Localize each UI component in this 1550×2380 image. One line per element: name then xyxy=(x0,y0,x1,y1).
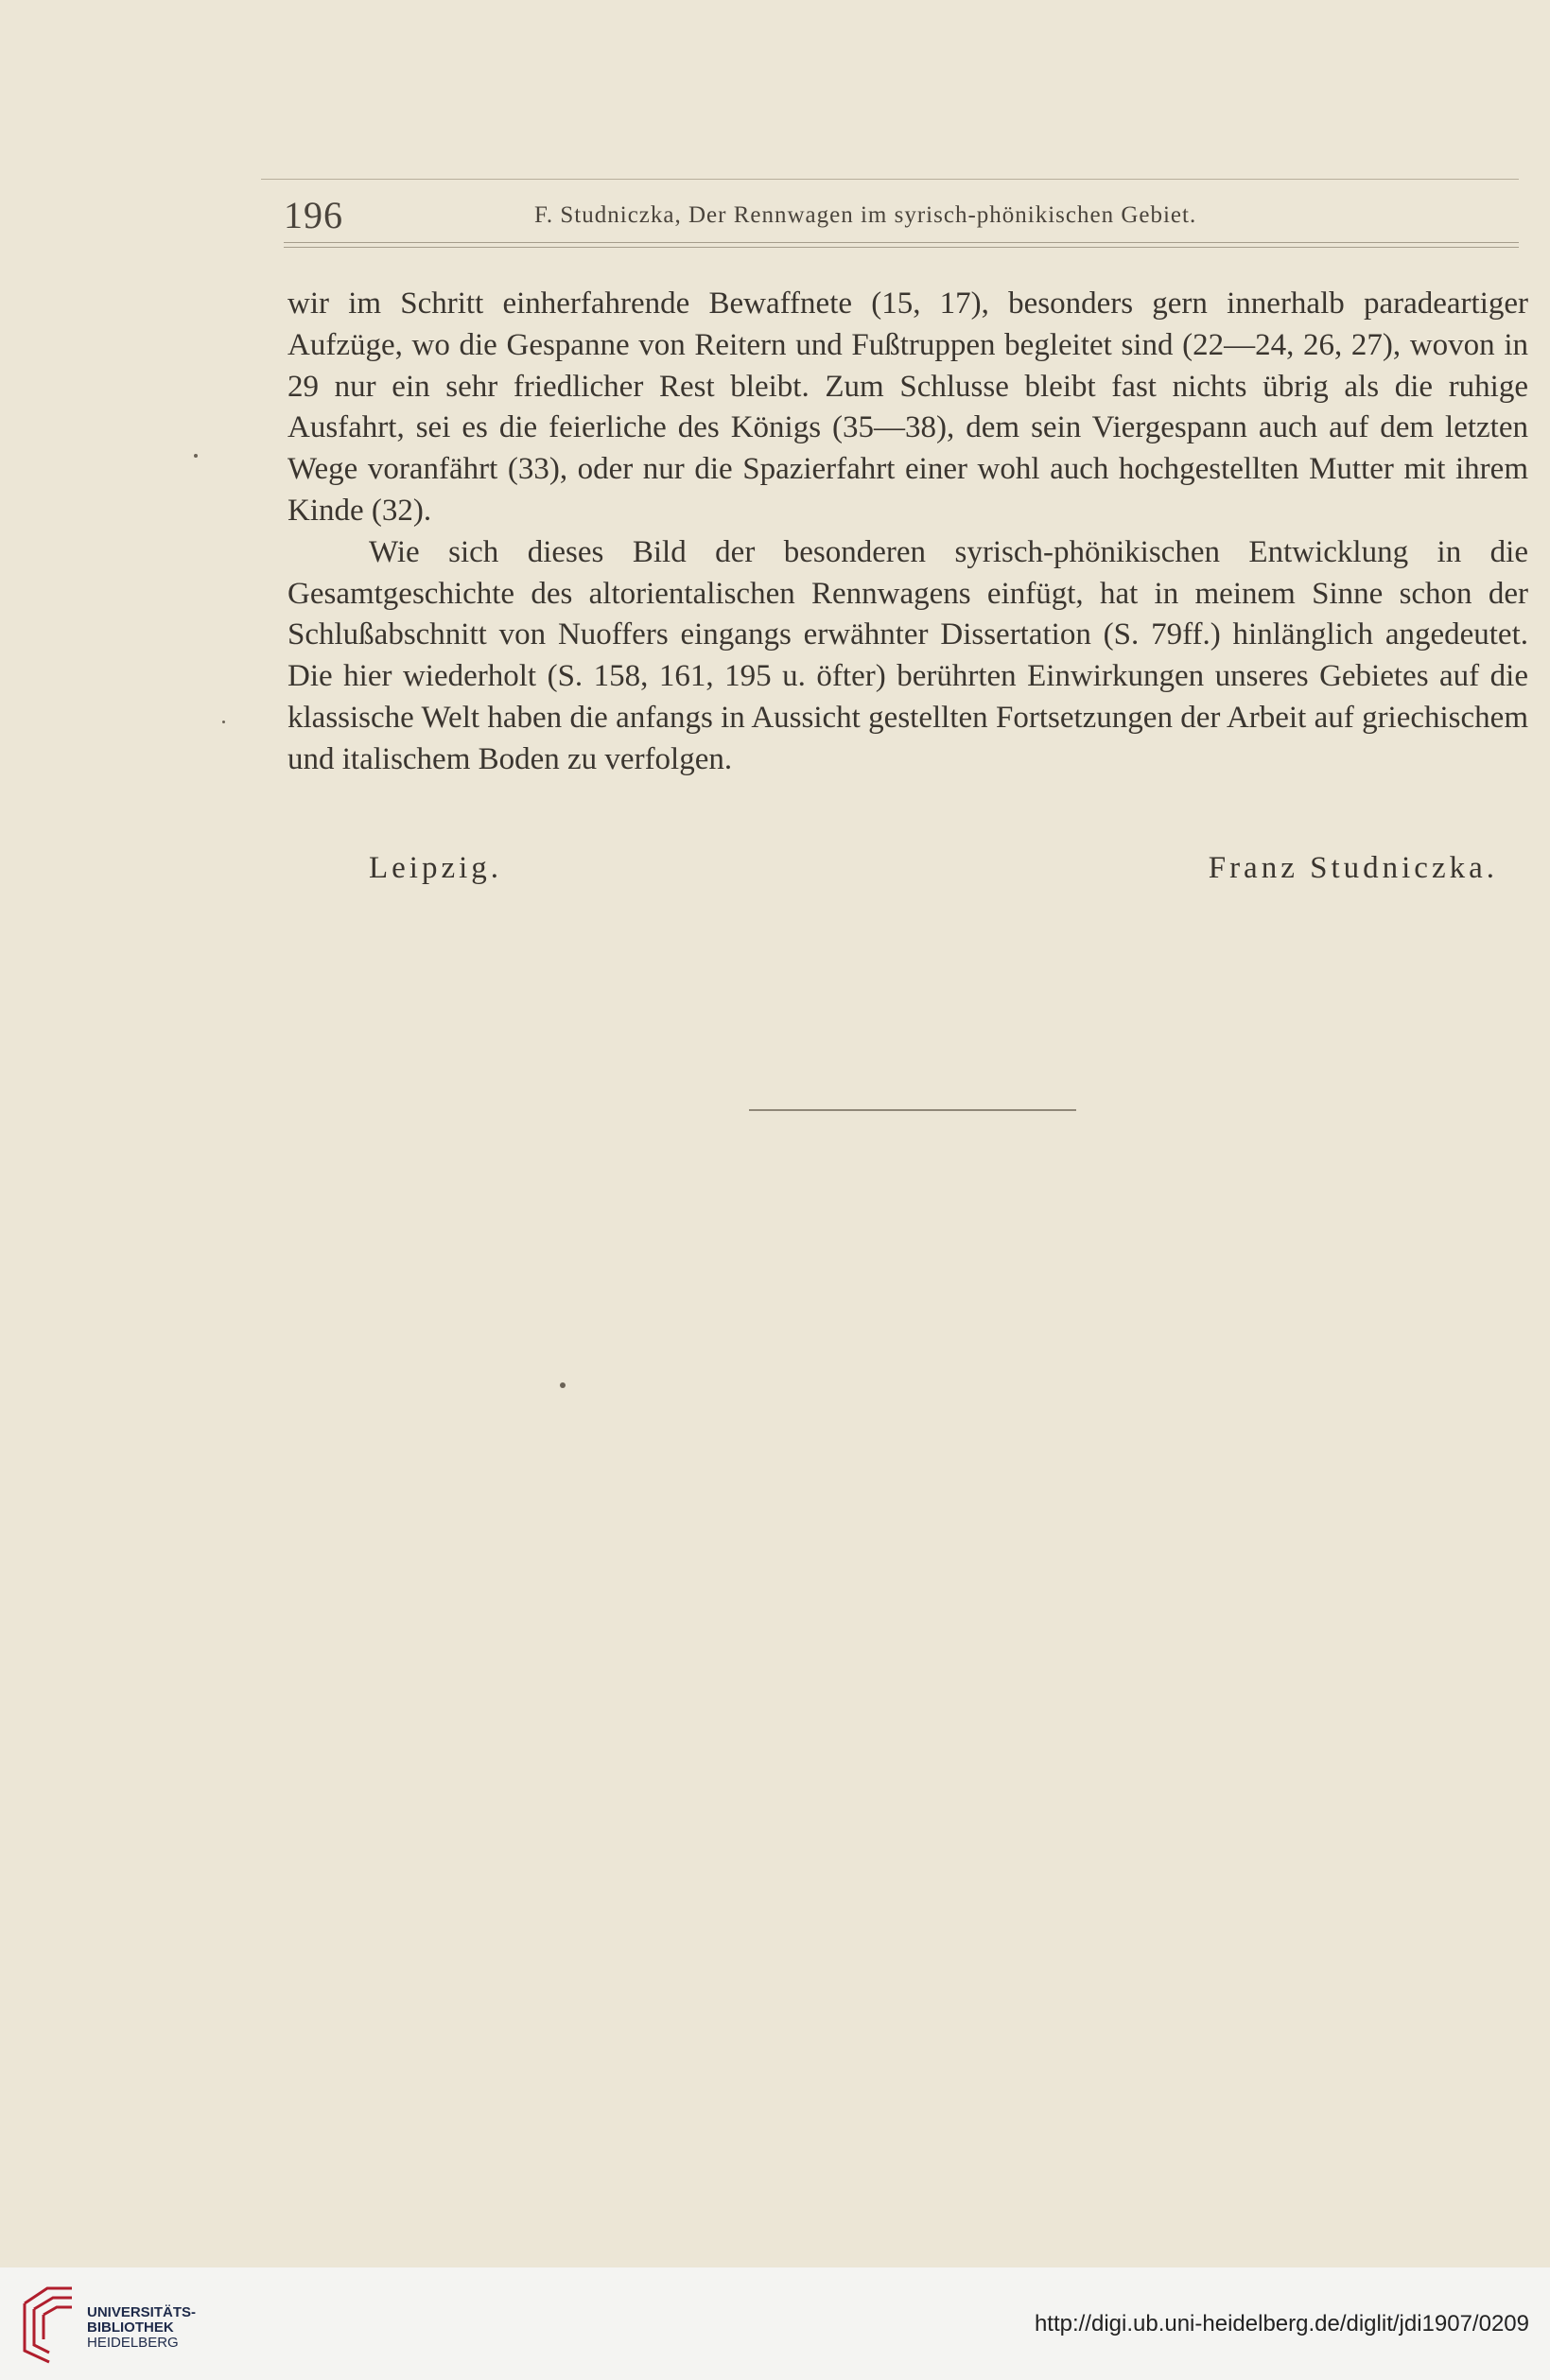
library-name-line: BIBLIOTHEK xyxy=(87,2319,174,2336)
paper-speck xyxy=(560,1382,566,1388)
library-logo-icon xyxy=(19,2284,78,2364)
paragraph: Wie sich dieses Bild der besonderen syrisch-phönikischen Entwicklung in die Gesamtgeschichte des altorientalischen Rennwagens einfügt, hat in meinem Sinne schon der Schlußabschnitt von Nuoffers eingangs erwähnter Dissertation (S. 79ff.) hinlänglich angedeutet. Die hier wiederholt (S. 158, 161, 195 u. öfter) berührten Einwirkungen unseres Gebietes auf die klassische Welt haben die anfangs in Aussicht gestellten Fortsetzungen der Arbeit auf griechischem und italischem Boden zu verfolgen. xyxy=(287,534,1528,776)
digitization-footer xyxy=(0,2267,1550,2380)
paragraph: wir im Schritt einherfahrende Bewaffnete (15, 17), besonders gern innerhalb paradeartiger Aufzüge, wo die Gespanne von Reitern und Fußtruppen begleitet sind (22—24, 26, 27), wovon in 29 nur ein sehr friedlicher Rest bleibt. Zum Schlusse bleibt fast nichts übrig als die ruhige Ausfahrt, sei es die feierliche des Königs (35—38), dem sein Viergespann auch auf dem letzten Wege voranfährt (33), oder nur die Spazierfahrt einer wohl auch hochgestellten Mutter mit ihrem Kinde (32). xyxy=(287,287,1528,528)
closing-line xyxy=(287,851,1498,896)
end-rule xyxy=(749,1109,1076,1111)
author-signature: Franz Studniczka. xyxy=(1208,851,1498,885)
library-name-line: UNIVERSITÄTS- xyxy=(87,2304,197,2320)
paper-speck xyxy=(194,454,198,458)
document-url[interactable]: http://digi.ub.uni-heidelberg.de/diglit/jdi1907/0209 xyxy=(1034,2311,1529,2337)
paper-speck xyxy=(222,721,225,723)
library-name xyxy=(87,2305,196,2351)
header-rule xyxy=(261,179,1519,180)
library-name-line: HEIDELBERG xyxy=(87,2335,179,2351)
body-text xyxy=(287,284,1528,781)
page-number: 196 xyxy=(284,194,343,236)
place-of-writing: Leipzig. xyxy=(369,851,503,885)
header-double-rule xyxy=(284,242,1519,248)
running-header xyxy=(284,193,1519,238)
running-head: F. Studniczka, Der Rennwagen im syrisch-phönikischen Gebiet. xyxy=(534,202,1197,228)
